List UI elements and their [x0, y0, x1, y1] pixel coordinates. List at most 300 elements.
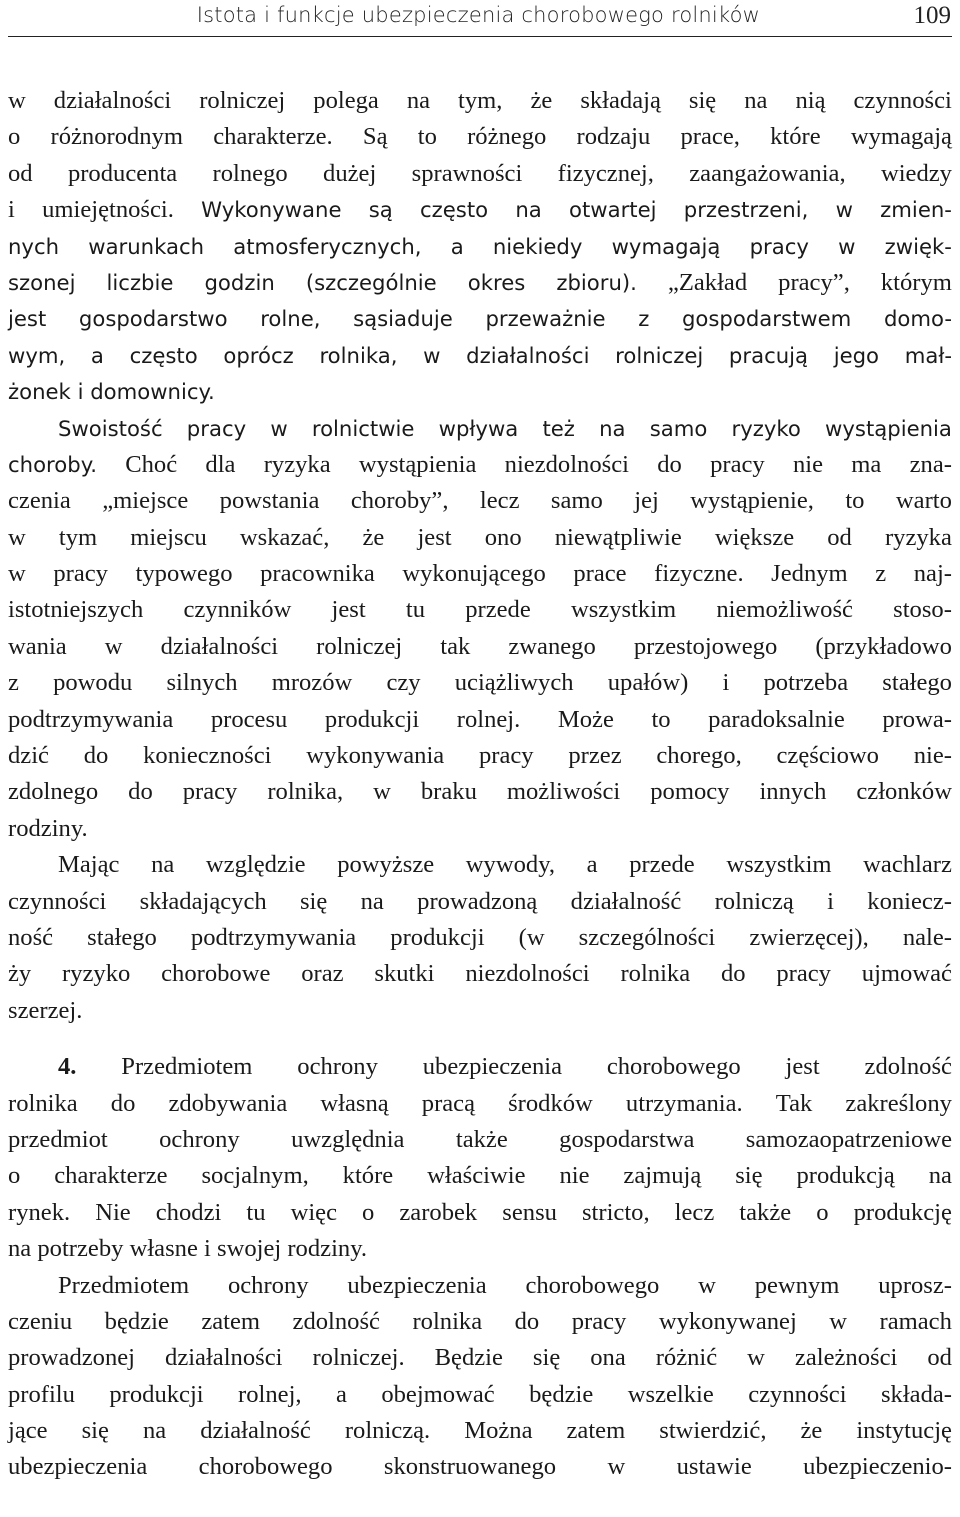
- word: żonek: [8, 379, 71, 405]
- word: braku: [420, 778, 477, 806]
- word: istotniejszych: [8, 596, 144, 624]
- word: pracy: [571, 1307, 627, 1335]
- word: w: [270, 415, 288, 441]
- word: ona: [590, 1344, 626, 1372]
- word: samo: [550, 487, 603, 515]
- word: na: [151, 851, 175, 879]
- word: zwierzęcej),: [749, 923, 869, 951]
- word: skonstruowanego: [383, 1453, 557, 1481]
- text-line: [8, 956, 952, 992]
- word: jące: [8, 1417, 48, 1445]
- word: pracy: [478, 742, 534, 770]
- text-line: [8, 1304, 952, 1340]
- word: składających: [139, 887, 267, 915]
- word: swojej: [210, 1235, 282, 1263]
- word: wskazać,: [239, 523, 330, 551]
- word: które: [770, 123, 821, 151]
- word: działalność: [200, 1417, 311, 1445]
- word: rolnej.: [456, 705, 521, 733]
- word: też: [542, 415, 575, 441]
- word: się: [81, 1417, 109, 1445]
- word: niezdolności: [504, 450, 629, 478]
- word: wykonywania: [306, 742, 445, 770]
- word: uprosz-: [878, 1271, 952, 1299]
- text-line: [8, 738, 952, 774]
- word: rolniczej: [316, 632, 403, 660]
- word: czeniu: [8, 1307, 73, 1335]
- word: jego: [833, 342, 880, 368]
- word: w: [838, 233, 856, 259]
- word: wymagają: [850, 123, 952, 151]
- text-line: [8, 1158, 952, 1194]
- word: środków: [508, 1089, 593, 1117]
- word: warunkach: [88, 233, 205, 259]
- word: własną: [320, 1089, 389, 1117]
- word: rolnika,: [319, 342, 398, 368]
- text-line: [8, 592, 952, 628]
- word: Wykonywane: [201, 197, 342, 223]
- word: rolnika: [8, 1089, 78, 1117]
- word: innych: [759, 778, 827, 806]
- word: wystąpienia: [825, 415, 952, 441]
- body-text: [8, 83, 952, 1486]
- word: gospodarstwa: [559, 1125, 695, 1153]
- word: przestojowego: [633, 632, 778, 660]
- word: ujmować: [861, 960, 952, 988]
- word: wykonywanej: [658, 1307, 797, 1335]
- text-line: [8, 556, 952, 592]
- text-line: [8, 483, 952, 519]
- word: wszystkim: [570, 596, 677, 624]
- word: tu: [405, 596, 426, 624]
- word: Przedmiotem: [121, 1053, 253, 1081]
- word: różnić: [655, 1344, 718, 1372]
- word: nią: [795, 87, 826, 114]
- word: ma: [851, 450, 882, 478]
- word: rodziny.: [281, 1235, 368, 1263]
- text-line: [8, 665, 952, 701]
- word: o: [8, 123, 21, 151]
- word: polega: [313, 87, 379, 114]
- word: jest: [417, 523, 452, 551]
- word: przede: [465, 596, 531, 624]
- word: w: [373, 778, 391, 806]
- text-line: [8, 1449, 952, 1485]
- word: w: [607, 1453, 626, 1481]
- word: wszystkim: [726, 851, 832, 879]
- text-line: [8, 156, 952, 192]
- word: szczególności: [578, 923, 716, 951]
- word: charakterze.: [213, 123, 333, 151]
- word: będzie: [529, 1380, 594, 1408]
- word: zarobek: [399, 1198, 478, 1226]
- word: ochrony: [159, 1125, 240, 1153]
- word: rolne,: [260, 306, 321, 332]
- word: większe: [714, 523, 795, 551]
- word: nie-: [913, 742, 952, 770]
- word: ubezpieczenia: [8, 1453, 148, 1481]
- word: się: [532, 1344, 561, 1372]
- word: niezdolności: [465, 960, 590, 988]
- word: a: [90, 342, 104, 368]
- word: czy: [386, 669, 421, 697]
- word: potrzeby: [31, 1235, 124, 1263]
- word: w: [8, 523, 26, 551]
- word: składają: [580, 87, 661, 114]
- word: na: [515, 197, 542, 223]
- word: w: [698, 1271, 716, 1299]
- word: składa-: [880, 1380, 952, 1408]
- word: powyższe: [337, 851, 435, 879]
- word: ustawie: [676, 1453, 752, 1481]
- word: i: [722, 669, 730, 697]
- word: Nie: [95, 1198, 131, 1226]
- word: stałego: [87, 923, 157, 951]
- word: ność: [8, 923, 54, 951]
- word: często: [419, 197, 489, 223]
- word: wywody,: [465, 851, 556, 879]
- word: potrzeba: [763, 669, 849, 697]
- word: właściwie: [427, 1162, 526, 1190]
- word: silnych: [166, 669, 238, 697]
- word: samo: [649, 415, 708, 441]
- text-line: [8, 774, 952, 810]
- word: zbioru).: [556, 269, 637, 295]
- word: produkcji: [109, 1380, 204, 1408]
- word: zdolność: [864, 1053, 952, 1081]
- word: chodzi: [155, 1198, 222, 1226]
- word: przez: [568, 742, 622, 770]
- word: niewątpliwie: [554, 523, 682, 551]
- word: ubezpieczenia: [422, 1053, 562, 1081]
- word: że: [800, 1417, 823, 1445]
- word: będzie: [104, 1307, 169, 1335]
- word: w: [747, 1344, 765, 1372]
- word: pracy: [182, 778, 238, 806]
- word: do: [110, 1089, 136, 1117]
- word: jest: [785, 1053, 820, 1081]
- word: członków: [856, 778, 952, 806]
- word: to: [845, 487, 865, 515]
- word: (przykładowo: [815, 632, 952, 660]
- word: od: [827, 523, 852, 551]
- text-line: [8, 1231, 952, 1267]
- word: (w: [518, 923, 545, 951]
- word: pomocy: [650, 778, 730, 806]
- running-title: Istota i funkcje ubezpieczenia chorobowego rolników: [196, 3, 760, 27]
- word: rolniczą: [714, 887, 794, 915]
- word: a: [450, 233, 464, 259]
- word: mał-: [904, 342, 952, 368]
- word: chorego,: [656, 742, 742, 770]
- text-line: [8, 1377, 952, 1413]
- word: które: [342, 1162, 394, 1190]
- word: Są: [362, 123, 388, 151]
- word: fizycznej,: [557, 159, 654, 187]
- word: pracy: [710, 450, 765, 478]
- word: przestrzeni,: [683, 197, 809, 223]
- word: domo-: [883, 306, 952, 332]
- word: zatem: [201, 1307, 261, 1335]
- word: częściowo: [776, 742, 879, 770]
- word: chorobowego: [606, 1053, 741, 1081]
- word: na: [360, 887, 384, 915]
- text-line: [8, 884, 952, 920]
- word: na: [744, 87, 768, 114]
- word: produkcję: [853, 1198, 952, 1226]
- word: powodu: [53, 669, 133, 697]
- word: zatem: [566, 1417, 626, 1445]
- word: od: [8, 159, 33, 187]
- word: wszelkie: [627, 1380, 714, 1408]
- word: prace,: [680, 123, 740, 151]
- word: godzin: [204, 269, 275, 295]
- word: zdolnego: [8, 778, 99, 806]
- word: o: [362, 1198, 375, 1226]
- word: i: [70, 379, 84, 405]
- word: są: [368, 197, 393, 223]
- word: koniecz-: [867, 887, 952, 915]
- word: Można: [464, 1417, 533, 1445]
- text-line: [8, 229, 952, 265]
- word: także: [455, 1125, 508, 1153]
- word: na: [8, 1235, 32, 1263]
- word: własne: [123, 1235, 198, 1263]
- word: jest: [8, 306, 47, 332]
- word: pracy”,: [778, 268, 850, 296]
- word: także: [739, 1198, 792, 1226]
- word: lecz: [479, 487, 520, 515]
- word: liczbie: [106, 269, 174, 295]
- word: lecz: [674, 1198, 715, 1226]
- word: rynek.: [8, 1198, 71, 1226]
- word: pracują: [728, 342, 809, 368]
- text-line: [8, 374, 952, 410]
- word: przede: [629, 851, 695, 879]
- word: stricto,: [581, 1198, 650, 1226]
- word: paradoksalnie: [708, 705, 845, 733]
- word: prowadzoną: [417, 887, 538, 915]
- word: i: [197, 1235, 211, 1263]
- word: na: [928, 1162, 952, 1190]
- word: charakterze: [54, 1162, 168, 1190]
- word: uciążliwych: [454, 669, 574, 697]
- word: w: [8, 560, 26, 588]
- word: od: [927, 1344, 952, 1372]
- word: tu: [246, 1198, 266, 1226]
- word: powstania: [219, 487, 320, 515]
- text-line: [8, 301, 952, 337]
- word: obejmować: [381, 1380, 495, 1408]
- word: chorobowe: [161, 960, 271, 988]
- text-line: [8, 1122, 952, 1158]
- word: zaangażowania,: [689, 159, 846, 187]
- text-line: [8, 847, 952, 883]
- word: instytucję: [856, 1417, 952, 1445]
- word: niekiedy: [492, 233, 583, 259]
- word: na: [599, 415, 626, 441]
- word: w: [423, 342, 441, 368]
- text-line: [8, 811, 952, 847]
- word: czynności: [853, 87, 952, 114]
- word: na: [406, 87, 431, 114]
- word: przedmiot: [8, 1125, 108, 1153]
- word: szerzej.: [8, 996, 83, 1024]
- text-line: [8, 1268, 952, 1304]
- text-line: [8, 1086, 952, 1122]
- word: nale-: [902, 923, 952, 951]
- word: do: [657, 450, 682, 478]
- word: stwierdzić,: [659, 1417, 767, 1445]
- word: konieczności: [143, 742, 272, 770]
- word: pracy: [776, 960, 831, 988]
- word: atmosferycznych,: [233, 233, 422, 259]
- text-line: [8, 1340, 952, 1376]
- word: sprawności: [411, 159, 523, 187]
- word: umiejętności.: [42, 196, 174, 224]
- word: do: [128, 778, 153, 806]
- word: Jednym: [771, 560, 848, 588]
- section-gap: [8, 1029, 952, 1049]
- word: Mając: [58, 851, 120, 879]
- word: skutki: [374, 960, 435, 988]
- word: zmien-: [880, 197, 952, 223]
- text-line: [8, 411, 952, 447]
- word: „Zakład: [667, 268, 748, 296]
- word: o: [8, 1162, 21, 1190]
- word: typowego: [135, 560, 233, 588]
- word: Choć: [125, 450, 178, 478]
- word: choroby.: [8, 451, 97, 477]
- word: a: [335, 1380, 347, 1408]
- word: tym: [58, 523, 98, 551]
- word: wykonującego: [402, 560, 546, 588]
- word: rolnego: [212, 159, 288, 187]
- word: miejscu: [130, 523, 207, 551]
- word: wachlarz: [863, 851, 952, 879]
- word: że: [362, 523, 385, 551]
- word: rolniczej: [615, 342, 704, 368]
- word: czynności: [8, 887, 107, 915]
- word: podtrzymywania: [8, 705, 174, 733]
- word: działalności: [466, 342, 590, 368]
- word: ubezpieczenia: [347, 1271, 487, 1299]
- word: (szczególnie: [305, 269, 437, 295]
- word: oprócz: [223, 342, 294, 368]
- word: produkcji: [324, 705, 420, 733]
- word: wania: [8, 632, 67, 660]
- word: wystąpienia: [358, 450, 477, 478]
- word: do: [514, 1307, 540, 1335]
- word: wpływa: [438, 415, 519, 441]
- word: ryzyka: [884, 523, 952, 551]
- word: ryzyko: [62, 960, 131, 988]
- text-line: [8, 1413, 952, 1449]
- word: różnorodnym: [50, 123, 184, 151]
- word: choroby”,: [350, 487, 449, 515]
- word: mrozów: [271, 669, 353, 697]
- word: do: [720, 960, 746, 988]
- word: wymagają: [611, 233, 721, 259]
- word: zwanego: [508, 632, 596, 660]
- word: ochrony: [227, 1271, 309, 1299]
- word: w: [829, 1307, 848, 1335]
- word: zdolność: [292, 1307, 380, 1335]
- text-line: [8, 1049, 952, 1085]
- word: naj-: [913, 560, 952, 588]
- word: się: [735, 1162, 763, 1190]
- word: warto: [895, 487, 952, 515]
- word: Tak: [775, 1089, 813, 1117]
- word: rolniczą.: [344, 1417, 431, 1445]
- word: pracownika: [260, 560, 375, 588]
- word: okres: [467, 269, 526, 295]
- word: pracy: [53, 560, 108, 588]
- word: zwięk-: [884, 233, 952, 259]
- word: gospodarstwo: [78, 306, 228, 332]
- word: otwartej: [569, 197, 657, 223]
- word: to: [417, 123, 437, 151]
- word: którym: [880, 268, 952, 296]
- word: czynników: [183, 596, 292, 624]
- text-line: [8, 1195, 952, 1231]
- word: podtrzymywania: [190, 923, 357, 951]
- text-line: [8, 119, 952, 155]
- word: procesu: [210, 705, 288, 733]
- word: dużej: [323, 159, 377, 187]
- word: to: [651, 705, 671, 733]
- word: się: [688, 87, 717, 114]
- word: ochrony: [297, 1053, 378, 1081]
- word: zna-: [909, 450, 952, 478]
- text-line: [8, 192, 952, 228]
- page-number: 109: [913, 2, 951, 29]
- word: względzie: [205, 851, 306, 879]
- word: pracy: [749, 233, 809, 259]
- word: możliwości: [506, 778, 621, 806]
- word: rolnictwie: [311, 415, 415, 441]
- word: rodziny.: [8, 814, 88, 842]
- word: zależności: [794, 1344, 898, 1372]
- word: pewnym: [754, 1271, 840, 1299]
- word: prowadzonej: [8, 1344, 136, 1372]
- word: tym,: [458, 87, 503, 114]
- word: chorobowego: [198, 1453, 333, 1481]
- word: samozaopatrzeniowe: [745, 1125, 952, 1153]
- word: rolnej,: [238, 1380, 302, 1408]
- word: jej: [634, 487, 659, 515]
- text-line: [8, 702, 952, 738]
- word: ryzyko: [731, 415, 801, 441]
- word: wystąpienie,: [690, 487, 814, 515]
- word: zajmują: [623, 1162, 702, 1190]
- word: nych: [8, 233, 60, 259]
- word: działalności: [165, 1344, 283, 1372]
- word: Swoistość: [58, 415, 163, 441]
- word: prowa-: [882, 705, 952, 733]
- word: ryzyka: [263, 450, 331, 478]
- word: się: [299, 887, 328, 915]
- word: rolnika: [620, 960, 691, 988]
- word: czynności: [748, 1380, 847, 1408]
- word: działalności: [160, 632, 279, 660]
- word: i: [827, 887, 834, 915]
- word: pracą: [421, 1089, 476, 1117]
- word: prace: [573, 560, 627, 588]
- text-line: [8, 520, 952, 556]
- word: oraz: [301, 960, 344, 988]
- word: różnego: [467, 123, 547, 151]
